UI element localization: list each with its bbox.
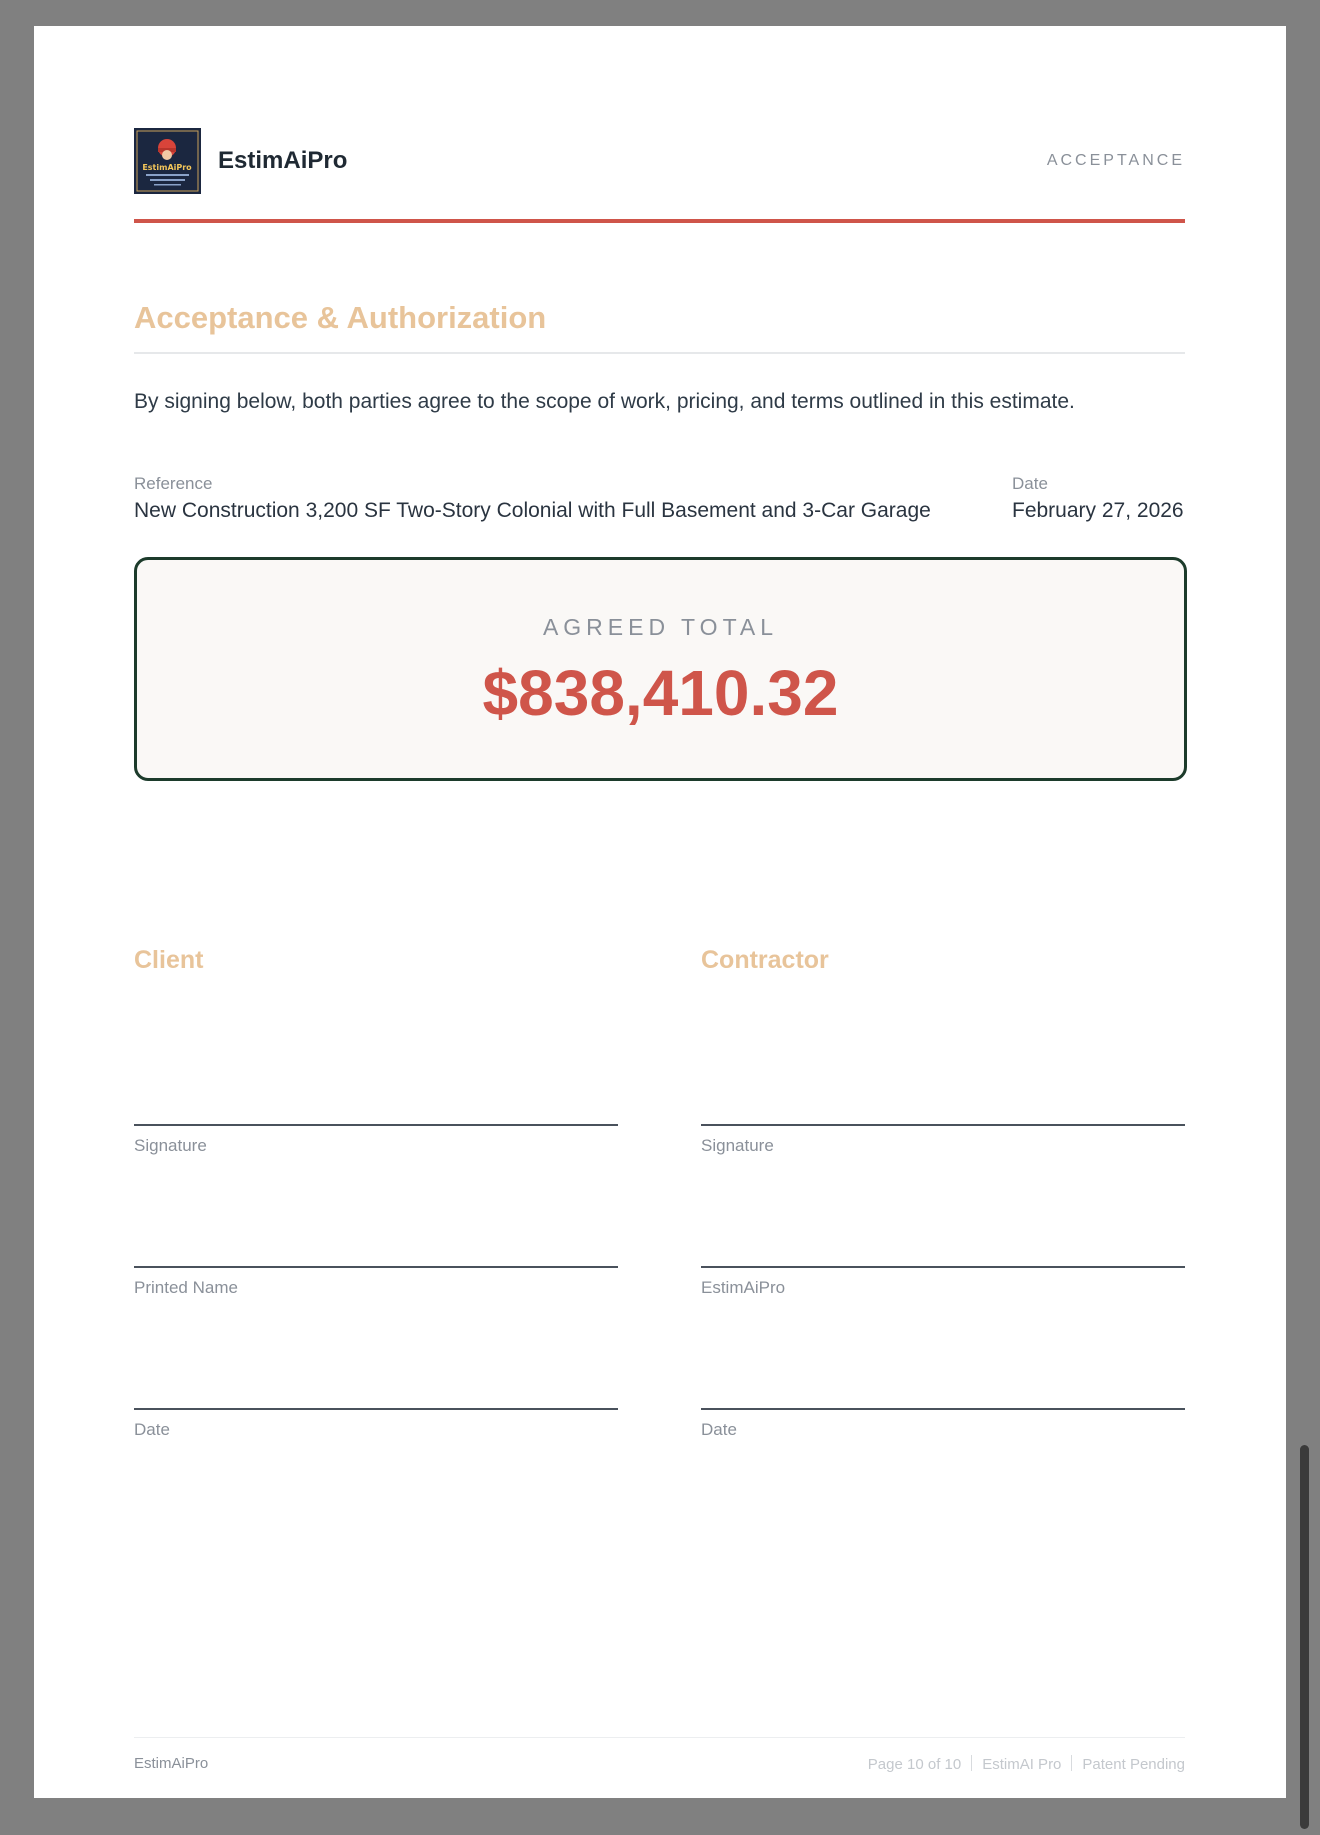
- footer-divider: [134, 1737, 1185, 1738]
- client-signature-label: Signature: [134, 1136, 207, 1155]
- contractor-signature-block: [701, 946, 1185, 1446]
- contractor-date-line[interactable]: [701, 1408, 1185, 1410]
- footer-info: [868, 1755, 1185, 1773]
- client-printed-name-line[interactable]: [134, 1266, 618, 1268]
- client-signature-line[interactable]: [134, 1124, 618, 1126]
- client-date-line[interactable]: [134, 1408, 618, 1410]
- total-value: $838,410.32: [482, 657, 839, 729]
- agreed-total-box: [134, 557, 1187, 781]
- client-title: Client: [134, 946, 204, 974]
- title-divider: [134, 352, 1185, 354]
- client-printed-name-label: Printed Name: [134, 1278, 238, 1297]
- contractor-title: Contractor: [701, 946, 829, 974]
- page-title: Acceptance & Authorization: [134, 300, 547, 335]
- page-content: [134, 26, 1185, 1798]
- date-value: February 27, 2026: [1012, 499, 1184, 522]
- total-label: AGREED TOTAL: [542, 614, 779, 640]
- contractor-date-label: Date: [701, 1420, 737, 1439]
- reference-label: Reference: [134, 474, 213, 493]
- client-signature-block: [134, 946, 618, 1446]
- client-date-label: Date: [134, 1420, 170, 1439]
- contractor-name-label: EstimAiPro: [701, 1278, 786, 1297]
- page-header: [134, 128, 1185, 194]
- reference-value: New Construction 3,200 SF Two-Story Colonial with Full Basement and 3-Car Garage: [134, 499, 931, 522]
- footer-separator: [1071, 1755, 1072, 1771]
- contractor-name-line[interactable]: [701, 1266, 1185, 1268]
- footer-product: EstimAI Pro: [982, 1756, 1062, 1773]
- header-divider: [134, 219, 1185, 223]
- date-label: Date: [1012, 474, 1048, 493]
- company-logo: [134, 128, 201, 194]
- section-label: ACCEPTANCE: [1046, 152, 1185, 169]
- document-page: [34, 26, 1286, 1798]
- footer-notice: Patent Pending: [1082, 1756, 1185, 1773]
- contractor-signature-label: Signature: [701, 1136, 774, 1155]
- footer-company: EstimAiPro: [134, 1755, 209, 1772]
- brand-name: EstimAiPro: [218, 147, 348, 174]
- svg-text:EstimAiPro: EstimAiPro: [142, 163, 192, 172]
- intro-text: By signing below, both parties agree to the scope of work, pricing, and terms outlined in this estimate.: [134, 390, 1075, 413]
- footer-separator: [971, 1755, 972, 1771]
- vertical-scrollbar-thumb[interactable]: [1300, 1445, 1309, 1829]
- footer-page-number: Page 10 of 10: [867, 1756, 962, 1773]
- contractor-signature-line[interactable]: [701, 1124, 1185, 1126]
